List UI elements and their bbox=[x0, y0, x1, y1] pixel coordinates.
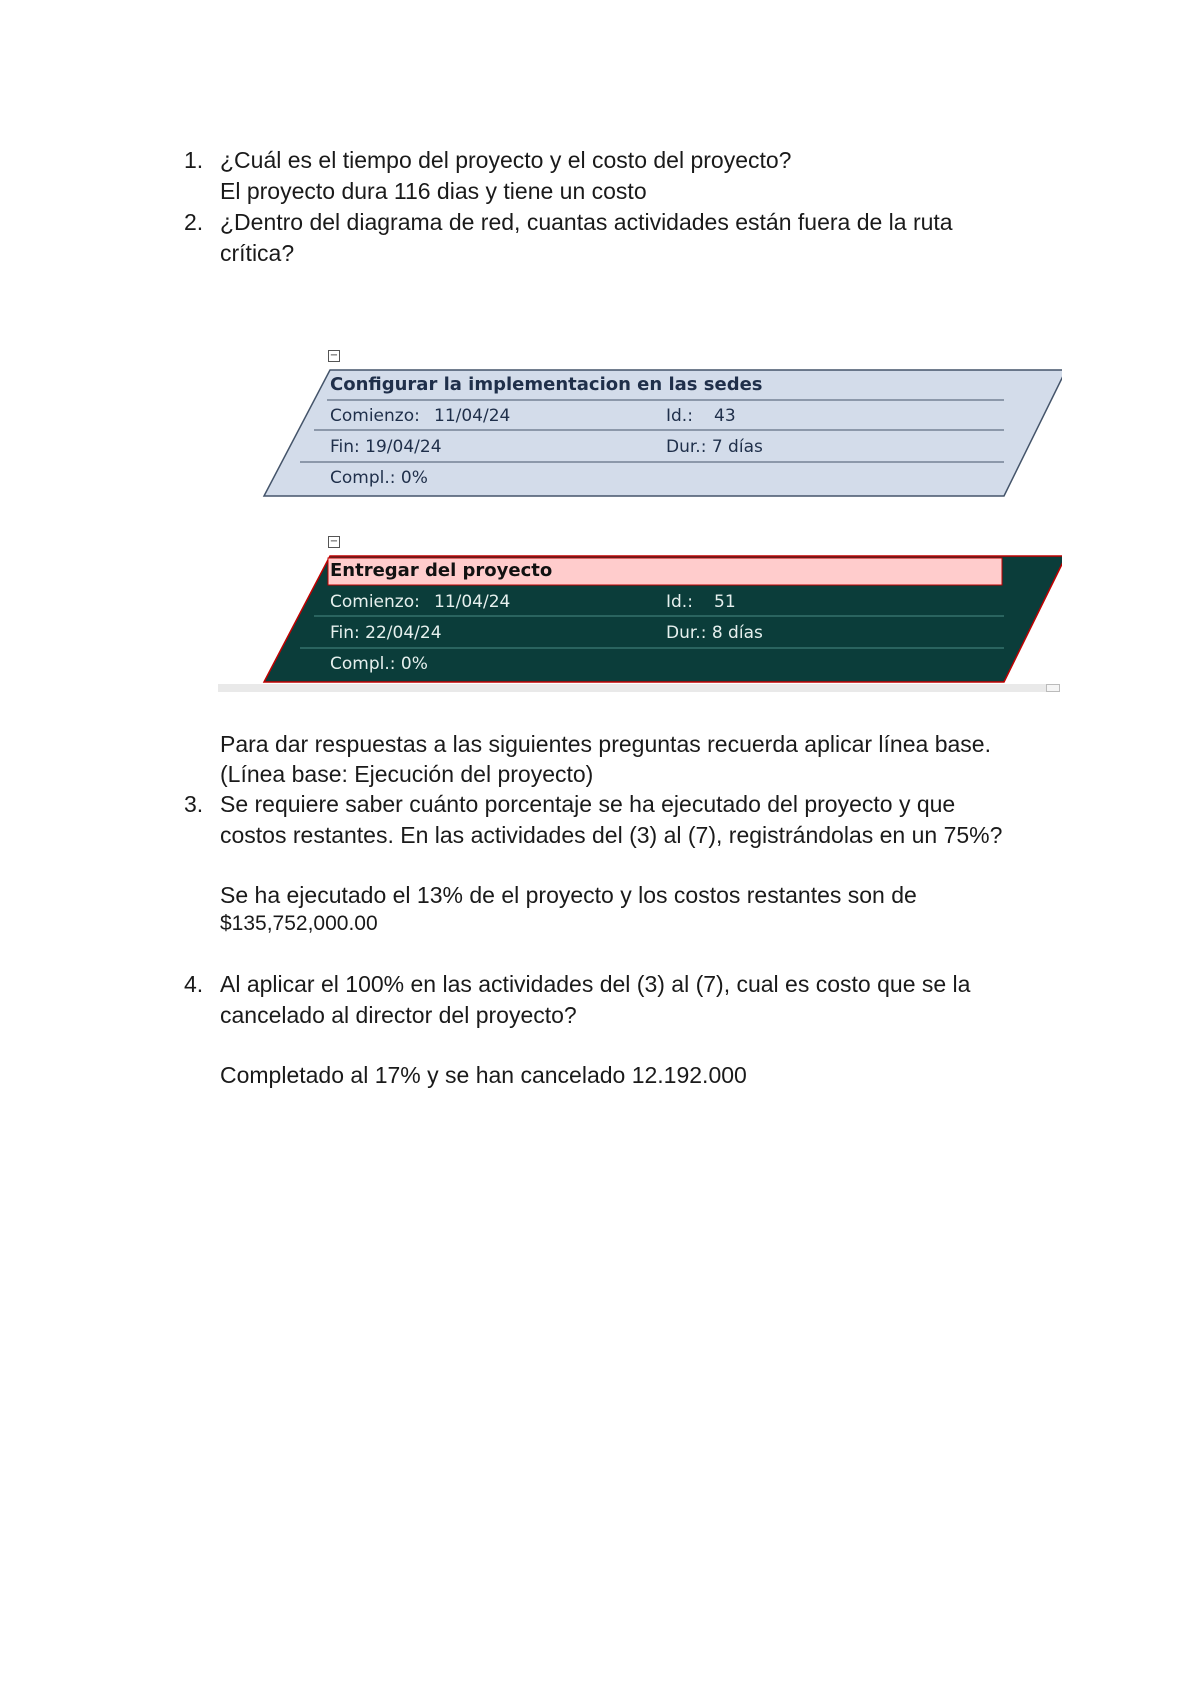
node-finish: Fin: 22/04/24 bbox=[330, 623, 442, 643]
node-title: Entregar del proyecto bbox=[330, 560, 553, 581]
question-3-line-2: costos restantes. En las actividades del (3) al (7), registrándolas en un 75%? bbox=[220, 822, 1003, 848]
node-start: 11/04/24 bbox=[434, 592, 511, 612]
node-id: 51 bbox=[714, 592, 736, 612]
node-id: 43 bbox=[714, 406, 736, 426]
node-start: 11/04/24 bbox=[434, 406, 511, 426]
question-3-line-1: Se requiere saber cuánto porcentaje se ha ejecutado del proyecto y que bbox=[220, 791, 956, 817]
network-node-configurar bbox=[262, 350, 1062, 488]
node-start-label: Comienzo: bbox=[330, 406, 420, 426]
horizontal-scrollbar[interactable] bbox=[218, 684, 1060, 692]
question-2-line-1: ¿Dentro del diagrama de red, cuantas actividades están fuera de la ruta bbox=[220, 209, 953, 235]
answer-4: Completado al 17% y se han cancelado 12.192.000 bbox=[220, 1062, 747, 1088]
node-title: Configurar la implementacion en las sedes bbox=[330, 374, 763, 395]
question-4-line-2: cancelado al director del proyecto? bbox=[220, 1002, 577, 1028]
instruction-line-1: Para dar respuestas a las siguientes preguntas recuerda aplicar línea base. bbox=[220, 731, 991, 757]
question-1: ¿Cuál es el tiempo del proyecto y el costo del proyecto? bbox=[220, 147, 792, 173]
answer-1: El proyecto dura 116 dias y tiene un costo bbox=[220, 178, 647, 204]
question-4-line-1: Al aplicar el 100% en las actividades del (3) al (7), cual es costo que se la bbox=[220, 971, 971, 997]
node-complete: Compl.: 0% bbox=[330, 654, 428, 674]
collapse-icon[interactable]: − bbox=[329, 536, 339, 547]
node-finish: Fin: 19/04/24 bbox=[330, 437, 442, 457]
instruction-line-2: (Línea base: Ejecución del proyecto) bbox=[220, 761, 594, 787]
scroll-corner bbox=[1046, 684, 1060, 692]
node-complete: Compl.: 0% bbox=[330, 468, 428, 488]
network-node-entregar bbox=[262, 536, 1062, 674]
list-number-4: 4. bbox=[184, 971, 204, 997]
question-2-line-2: crítica? bbox=[220, 240, 295, 266]
node-id-label: Id.: bbox=[666, 406, 693, 426]
node-id-label: Id.: bbox=[666, 592, 693, 612]
answer-3-line-2: $135,752,000.00 bbox=[220, 912, 378, 935]
node-duration: Dur.: 8 días bbox=[666, 623, 763, 643]
collapse-icon[interactable]: − bbox=[329, 350, 339, 361]
node-start-label: Comienzo: bbox=[330, 592, 420, 612]
list-number-2: 2. bbox=[184, 209, 204, 235]
answer-3-line-1: Se ha ejecutado el 13% de el proyecto y los costos restantes son de bbox=[220, 882, 917, 908]
node-duration: Dur.: 7 días bbox=[666, 437, 763, 457]
list-number-3: 3. bbox=[184, 791, 204, 817]
list-number-1: 1. bbox=[184, 147, 204, 173]
